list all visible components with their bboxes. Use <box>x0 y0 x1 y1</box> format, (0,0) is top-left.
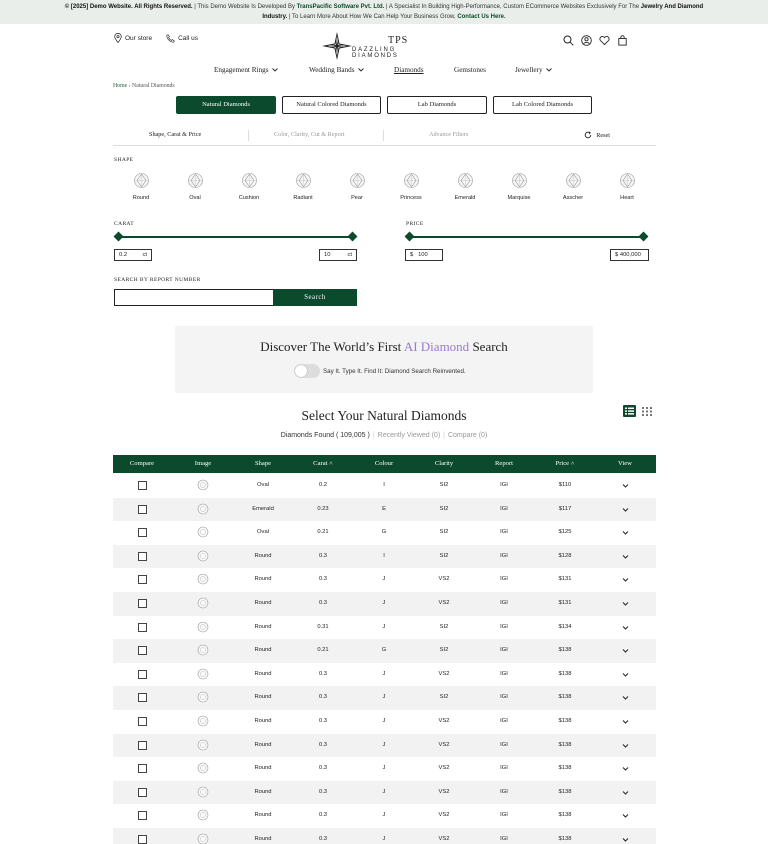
cell-price: $134 <box>558 623 572 630</box>
cell-report: IGI <box>500 529 508 536</box>
cell-colour: J <box>382 765 386 772</box>
cell-price: $138 <box>558 812 572 819</box>
recently-viewed-link[interactable]: Recently Viewed (0) <box>377 432 441 439</box>
list-view-icon[interactable] <box>623 404 636 416</box>
table-row[interactable] <box>113 804 656 828</box>
cell-clarity: SI2 <box>439 529 449 536</box>
cell-carat: 0.3 <box>318 694 328 701</box>
expand-chevron-icon[interactable] <box>622 553 629 560</box>
filter-tabs <box>113 127 656 146</box>
cell-report: IGI <box>500 717 508 724</box>
diamond-thumbnail-icon <box>197 668 209 680</box>
cell-shape: Round <box>254 623 272 630</box>
cell-report: IGI <box>500 670 508 677</box>
results-table-body <box>113 474 656 844</box>
cell-carat: 0.3 <box>318 670 328 677</box>
compare-checkbox[interactable] <box>138 835 147 844</box>
cell-report: IGI <box>500 741 508 748</box>
ai-search-banner <box>175 326 593 393</box>
cell-shape: Round <box>254 599 272 606</box>
wishlist-heart-icon[interactable] <box>599 33 610 44</box>
cell-price: $131 <box>558 576 572 583</box>
table-row[interactable] <box>113 781 656 805</box>
compare-checkbox[interactable] <box>138 811 147 820</box>
expand-chevron-icon[interactable] <box>622 765 629 772</box>
cell-colour: G <box>381 647 387 654</box>
cell-clarity: VS2 <box>438 717 450 724</box>
diamond-thumbnail-icon <box>197 550 209 562</box>
cell-carat: 0.3 <box>318 788 328 795</box>
shape-label: SHAPE <box>114 157 134 163</box>
compare-checkbox[interactable] <box>138 646 147 655</box>
filter-tab-color-clarity[interactable]: Color, Clarity, Cut & Report <box>274 131 345 138</box>
table-row[interactable] <box>113 686 656 710</box>
cell-report: IGI <box>500 623 508 630</box>
princess-diamond-icon <box>403 172 420 189</box>
nav-jewellery[interactable]: Jewellery <box>515 66 552 74</box>
table-row[interactable] <box>113 828 656 844</box>
shape-option-pear[interactable]: Pear <box>330 172 384 201</box>
cell-shape: Round <box>254 576 272 583</box>
ai-tagline: Say It. Type It. Find It: Diamond Search Reinvented. <box>323 368 466 375</box>
col-clarity: Clarity <box>434 460 454 467</box>
cell-report: IGI <box>500 765 508 772</box>
cell-report: IGI <box>500 835 508 842</box>
cell-clarity: SI2 <box>439 552 449 559</box>
cell-report: IGI <box>500 694 508 701</box>
chevron-down-icon <box>546 68 552 72</box>
diamond-thumbnail-icon <box>197 479 209 491</box>
diamond-thumbnail-icon <box>197 715 209 727</box>
cell-price: $138 <box>558 765 572 772</box>
table-row[interactable] <box>113 545 656 569</box>
col-view: View <box>618 460 632 467</box>
diamond-thumbnail-icon <box>197 597 209 609</box>
cushion-diamond-icon <box>241 172 258 189</box>
cell-shape: Round <box>254 552 272 559</box>
cell-report: IGI <box>500 812 508 819</box>
emerald-diamond-icon <box>457 172 474 189</box>
cell-colour: J <box>382 623 386 630</box>
cell-colour: J <box>382 741 386 748</box>
filter-tab-shape-carat-price[interactable]: Shape, Carat & Price <box>149 131 202 138</box>
expand-chevron-icon[interactable] <box>622 742 629 749</box>
cell-carat: 0.3 <box>318 552 328 559</box>
chevron-down-icon <box>358 68 364 72</box>
search-icon[interactable] <box>563 33 574 44</box>
diamond-thumbnail-icon <box>197 503 209 515</box>
cell-shape: Round <box>254 670 272 677</box>
cell-report: IGI <box>500 505 508 512</box>
expand-chevron-icon[interactable] <box>622 576 629 583</box>
cell-clarity: SI2 <box>439 505 449 512</box>
call-us-link[interactable]: Call us <box>166 33 198 43</box>
compare-link[interactable]: Compare (0) <box>447 432 488 439</box>
cell-carat: 0.3 <box>318 599 328 606</box>
cell-colour: J <box>382 788 386 795</box>
cell-price: $117 <box>558 505 572 512</box>
cell-carat: 0.3 <box>318 812 328 819</box>
cell-shape: Oval <box>257 482 269 488</box>
table-row[interactable] <box>113 474 656 498</box>
compare-checkbox[interactable] <box>138 623 147 632</box>
cell-price: $138 <box>558 835 572 842</box>
shape-option-cushion[interactable]: Cushion <box>222 172 276 201</box>
col-price-sort[interactable]: Price ˄ <box>555 460 575 467</box>
carat-min-input[interactable]: 0.2 ct <box>114 249 152 261</box>
shape-selector <box>114 172 654 201</box>
cell-clarity: VS2 <box>438 599 450 606</box>
cell-clarity: VS2 <box>438 765 450 772</box>
shape-option-round[interactable]: Round <box>114 172 168 201</box>
shape-option-heart[interactable]: Heart <box>600 172 654 201</box>
round-diamond-icon <box>133 172 150 189</box>
cell-clarity: SI2 <box>439 647 449 654</box>
cell-shape: Round <box>254 788 272 795</box>
cell-shape: Round <box>254 835 272 842</box>
cell-clarity: VS2 <box>438 835 450 842</box>
table-row[interactable] <box>113 639 656 663</box>
asscher-diamond-icon <box>565 172 582 189</box>
compare-checkbox[interactable] <box>138 552 147 561</box>
report-search-label: SEARCH BY REPORT NUMBER <box>114 277 201 283</box>
col-colour: Colour <box>374 460 394 467</box>
cell-colour: J <box>382 576 386 583</box>
cell-colour: J <box>382 835 386 842</box>
shape-option-oval[interactable]: Oval <box>168 172 222 201</box>
cell-clarity: VS2 <box>438 812 450 819</box>
diamond-thumbnail-icon <box>197 809 209 821</box>
cell-price: $138 <box>558 741 572 748</box>
cell-shape: Round <box>254 812 272 819</box>
cell-shape: Round <box>254 647 272 654</box>
diamonds-found-count: Diamonds Found ( 109,005 ) <box>280 432 370 439</box>
heart-diamond-icon <box>619 172 636 189</box>
cell-carat: 0.31 <box>317 623 329 630</box>
cell-clarity: VS2 <box>438 576 450 583</box>
shape-option-marquise[interactable]: Marquise <box>492 172 546 201</box>
cell-carat: 0.3 <box>318 741 328 748</box>
compare-checkbox[interactable] <box>138 481 147 490</box>
compare-checkbox[interactable] <box>138 741 147 750</box>
cell-carat: 0.3 <box>318 835 328 842</box>
cell-carat: 0.3 <box>318 576 328 583</box>
radiant-diamond-icon <box>295 172 312 189</box>
diamond-thumbnail-icon <box>197 762 209 774</box>
our-store-link[interactable]: Our store <box>114 33 152 43</box>
shape-option-princess[interactable]: Princess <box>384 172 438 201</box>
compare-checkbox[interactable] <box>138 670 147 679</box>
pear-diamond-icon <box>349 172 366 189</box>
cell-colour: J <box>382 812 386 819</box>
diamond-thumbnail-icon <box>197 739 209 751</box>
cell-clarity: VS2 <box>438 788 450 795</box>
breadcrumb: Home › Natural Diamonds <box>113 83 175 89</box>
nav-gemstones[interactable]: Gemstones <box>454 66 486 74</box>
table-row[interactable] <box>113 592 656 616</box>
cell-clarity: SI2 <box>439 694 449 701</box>
cell-price: $138 <box>558 717 572 724</box>
chevron-down-icon <box>272 68 278 72</box>
cell-carat: 0.23 <box>317 505 329 512</box>
price-max-handle[interactable] <box>639 232 649 242</box>
breadcrumb-current: Natural Diamonds <box>132 83 175 89</box>
cell-price: $128 <box>558 552 572 559</box>
expand-chevron-icon[interactable] <box>622 600 629 607</box>
compare-checkbox[interactable] <box>138 575 147 584</box>
expand-chevron-icon[interactable] <box>622 482 629 489</box>
cell-price: $125 <box>558 529 572 536</box>
expand-chevron-icon[interactable] <box>622 694 629 701</box>
cell-colour: J <box>382 670 386 677</box>
results-summary: Diamonds Found ( 109,005 ) | Recently Viewed (0) | Compare (0) <box>280 432 488 439</box>
price-max-input[interactable]: $ 400,000 <box>610 249 649 261</box>
diamond-thumbnail-icon <box>197 833 209 844</box>
diamond-thumbnail-icon <box>197 621 209 633</box>
shape-option-asscher[interactable]: Asscher <box>546 172 600 201</box>
col-image: Image <box>194 460 212 467</box>
cell-carat: 0.3 <box>318 765 328 772</box>
cart-bag-icon[interactable] <box>617 33 628 44</box>
cell-report: IGI <box>500 788 508 795</box>
nav-diamonds[interactable]: Diamonds <box>394 66 424 74</box>
col-report: Report <box>495 460 513 467</box>
cell-carat: 0.3 <box>318 717 328 724</box>
results-table-header <box>113 455 656 473</box>
cell-report: IGI <box>500 576 508 583</box>
cell-clarity: VS2 <box>438 741 450 748</box>
col-carat-sort[interactable]: Carat ˄ <box>313 460 333 467</box>
site-logo[interactable]: TPS DAZZLING DIAMONDS <box>322 32 446 60</box>
expand-chevron-icon[interactable] <box>622 836 629 843</box>
cell-price: $131 <box>558 599 572 606</box>
compare-checkbox[interactable] <box>138 788 147 797</box>
cell-colour: E <box>382 505 386 512</box>
company-link[interactable]: TransPacific Software Pvt. Ltd. <box>296 4 385 10</box>
table-row[interactable] <box>113 616 656 640</box>
cell-clarity: VS2 <box>438 670 450 677</box>
price-min-handle[interactable] <box>405 232 415 242</box>
diamond-thumbnail-icon <box>197 573 209 585</box>
tab-lab-colored-diamonds[interactable]: Lab Colored Diamonds <box>493 96 592 114</box>
cell-report: IGI <box>500 647 508 654</box>
diamond-thumbnail-icon <box>197 691 209 703</box>
compare-checkbox[interactable] <box>138 693 147 702</box>
carat-min-handle[interactable] <box>114 232 124 242</box>
price-label: PRICE <box>406 221 424 227</box>
ai-heading: Discover The World’s First AI Diamond Search <box>260 339 508 354</box>
expand-chevron-icon[interactable] <box>622 812 629 819</box>
ai-search-toggle[interactable] <box>294 364 320 378</box>
cell-shape: Oval <box>257 529 269 536</box>
cell-price: $138 <box>558 694 572 701</box>
cell-price: $138 <box>558 670 572 677</box>
diamond-thumbnail-icon <box>197 526 209 538</box>
diamond-thumbnail-icon <box>197 644 209 656</box>
carat-slider-track[interactable] <box>119 236 353 238</box>
expand-chevron-icon[interactable] <box>622 789 629 796</box>
grid-view-icon[interactable] <box>641 404 654 416</box>
carat-max-input[interactable]: 10 ct <box>319 249 357 261</box>
cell-shape: Round <box>254 741 272 748</box>
cell-clarity: SI2 <box>439 623 449 630</box>
cell-report: IGI <box>500 552 508 559</box>
col-compare: Compare <box>129 460 155 467</box>
compare-checkbox[interactable] <box>138 505 147 514</box>
expand-chevron-icon[interactable] <box>622 718 629 725</box>
cell-report: IGI <box>500 599 508 606</box>
account-icon[interactable] <box>581 33 592 44</box>
table-row[interactable] <box>113 757 656 781</box>
cell-colour: J <box>382 717 386 724</box>
carat-label: CARAT <box>114 221 135 227</box>
oval-diamond-icon <box>187 172 204 189</box>
tab-natural-colored-diamonds[interactable]: Natural Colored Diamonds <box>282 96 381 114</box>
table-row[interactable] <box>113 521 656 545</box>
cell-report: IGI <box>500 482 508 488</box>
top-banner: © [2025] Demo Website. All Rights Reserved. | This Demo Website Is Developed By TransPacific Software Pvt. Ltd. | A Specialist In Building High-Performance, Custom ECommerce Websites Exclusively For The Jewelry And Diamond Industry. | To Learn More About How We Can Help Your Business Grow, Contact Us Here. <box>0 0 768 24</box>
location-pin-icon <box>114 33 122 43</box>
results-title: Select Your Natural Diamonds <box>301 408 467 423</box>
shape-option-radiant[interactable]: Radiant <box>276 172 330 201</box>
nav-engagement-rings[interactable]: Engagement Rings <box>214 66 278 74</box>
tab-lab-diamonds[interactable]: Lab Diamonds <box>387 96 487 114</box>
shape-option-emerald[interactable]: Emerald <box>438 172 492 201</box>
compare-checkbox[interactable] <box>138 599 147 608</box>
expand-chevron-icon[interactable] <box>622 647 629 654</box>
cell-carat: 0.21 <box>317 529 329 536</box>
contact-link[interactable]: Contact Us Here. <box>457 13 506 20</box>
compare-checkbox[interactable] <box>138 764 147 773</box>
filter-tab-advance-filters[interactable]: Advance Filters <box>429 131 469 138</box>
table-row[interactable] <box>113 498 656 522</box>
expand-chevron-icon[interactable] <box>622 624 629 631</box>
table-row[interactable] <box>113 568 656 592</box>
marquise-diamond-icon <box>511 172 528 189</box>
diamond-thumbnail-icon <box>197 786 209 798</box>
compare-checkbox[interactable] <box>138 717 147 726</box>
carat-max-handle[interactable] <box>348 232 358 242</box>
table-row[interactable] <box>113 734 656 758</box>
breadcrumb-home[interactable]: Home <box>113 83 128 89</box>
reset-button[interactable]: Reset <box>584 131 610 139</box>
price-slider-track[interactable] <box>410 236 644 238</box>
expand-chevron-icon[interactable] <box>622 529 629 536</box>
nav-wedding-bands[interactable]: Wedding Bands <box>309 66 364 74</box>
refresh-icon <box>584 131 592 139</box>
cell-price: $110 <box>558 482 572 488</box>
table-row[interactable] <box>113 663 656 687</box>
col-shape: Shape <box>254 460 272 467</box>
phone-icon <box>166 34 175 43</box>
cell-carat: 0.2 <box>318 482 328 488</box>
cell-shape: Round <box>254 717 272 724</box>
cell-colour: J <box>382 599 386 606</box>
cell-shape: Round <box>254 765 272 772</box>
cell-colour: G <box>381 529 387 536</box>
cell-price: $138 <box>558 647 572 654</box>
price-min-input[interactable]: $ 100 <box>405 249 443 261</box>
tab-natural-diamonds[interactable]: Natural Diamonds <box>176 96 276 114</box>
cell-colour: J <box>382 694 386 701</box>
report-number-input[interactable] <box>114 289 274 306</box>
report-search-button[interactable]: Search <box>273 289 357 306</box>
cell-clarity: SI2 <box>439 482 449 488</box>
cell-price: $138 <box>558 788 572 795</box>
expand-chevron-icon[interactable] <box>622 671 629 678</box>
cell-carat: 0.21 <box>317 647 329 654</box>
cell-colour: I <box>383 552 385 559</box>
cell-shape: Emerald <box>252 505 274 512</box>
expand-chevron-icon[interactable] <box>622 506 629 513</box>
cell-shape: Round <box>254 694 272 701</box>
compare-checkbox[interactable] <box>138 528 147 537</box>
logo-star-icon <box>322 32 352 60</box>
cell-colour: I <box>383 482 385 488</box>
table-row[interactable] <box>113 710 656 734</box>
